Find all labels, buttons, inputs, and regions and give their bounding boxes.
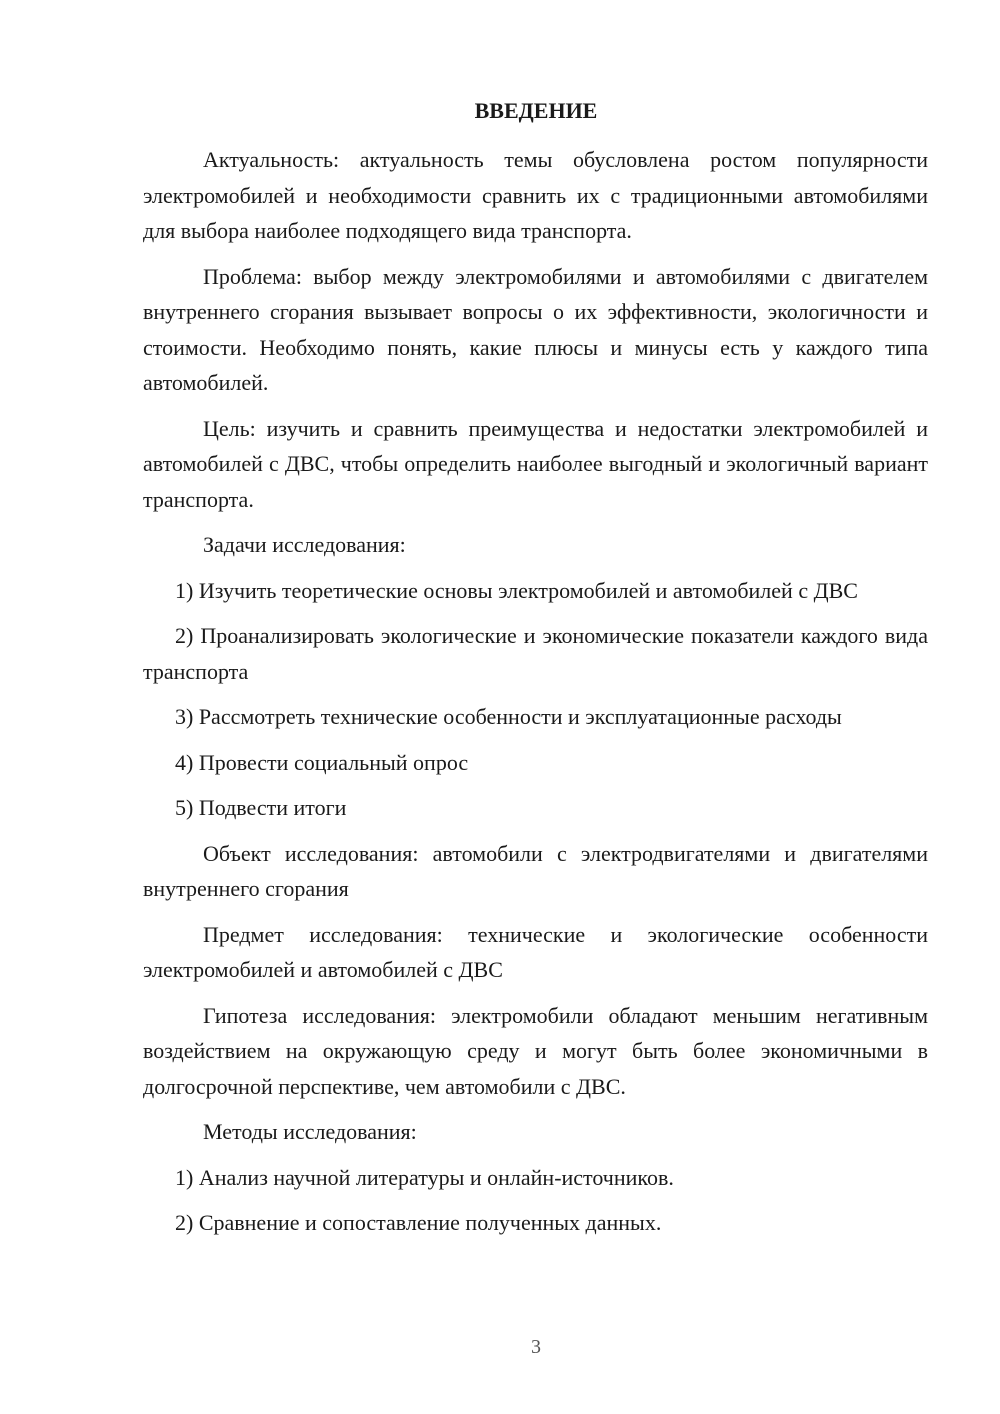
problem-paragraph: Проблема: выбор между электромобилями и автомобилями с двигателем внутреннего сгорания вызывает вопросы о их эффективности, экологичности и стоимости. Необходимо понять, какие плюсы и минусы есть у каждого типа автомобилей. (143, 263, 928, 395)
method-item-1: 1) Анализ научной литературы и онлайн-источников. (175, 1164, 674, 1190)
object-paragraph: Объект исследования: автомобили с электродвигателями и двигателями внутреннего сгорания (143, 840, 928, 901)
hypothesis-paragraph: Гипотеза исследования: электромобили обладают меньшим негативным воздействием на окружающую среду и могут быть более экономичными в долгосрочной перспективе, чем автомобили с ДВС. (143, 1002, 928, 1099)
task-item-1: 1) Изучить теоретические основы электромобилей и автомобилей с ДВС (175, 577, 858, 603)
page-content (143, 142, 928, 1241)
methods-heading: Методы исследования: (203, 1119, 417, 1144)
page-title: ВВЕДЕНИЕ (474, 98, 598, 123)
goal-paragraph: Цель: изучить и сравнить преимущества и недостатки электромобилей и автомобилей с ДВС, чтобы определить наиболее выгодный и экологичный вариант транспорта. (143, 415, 928, 512)
subject-paragraph: Предмет исследования: технические и экологические особенности электромобилей и автомобилей с ДВС (143, 921, 928, 982)
method-item-2: 2) Сравнение и сопоставление полученных данных. (175, 1210, 662, 1235)
task-item-3: 3) Рассмотреть технические особенности и эксплуатационные расходы (175, 704, 842, 729)
tasks-heading: Задачи исследования: (203, 532, 406, 557)
task-item-4: 4) Провести социальный опрос (175, 749, 469, 775)
page-number: 3 (531, 1336, 541, 1358)
relevance-paragraph: Актуальность: актуальность темы обусловлена ростом популярности электромобилей и необходимости сравнить их с традиционными автомобилями для выбора наиболее подходящего вида транспорта. (143, 147, 928, 243)
task-item-5: 5) Подвести итоги (175, 795, 347, 820)
task-item-2: 2) Проанализировать экологические и экономические показатели каждого вида транспорта (143, 623, 928, 684)
